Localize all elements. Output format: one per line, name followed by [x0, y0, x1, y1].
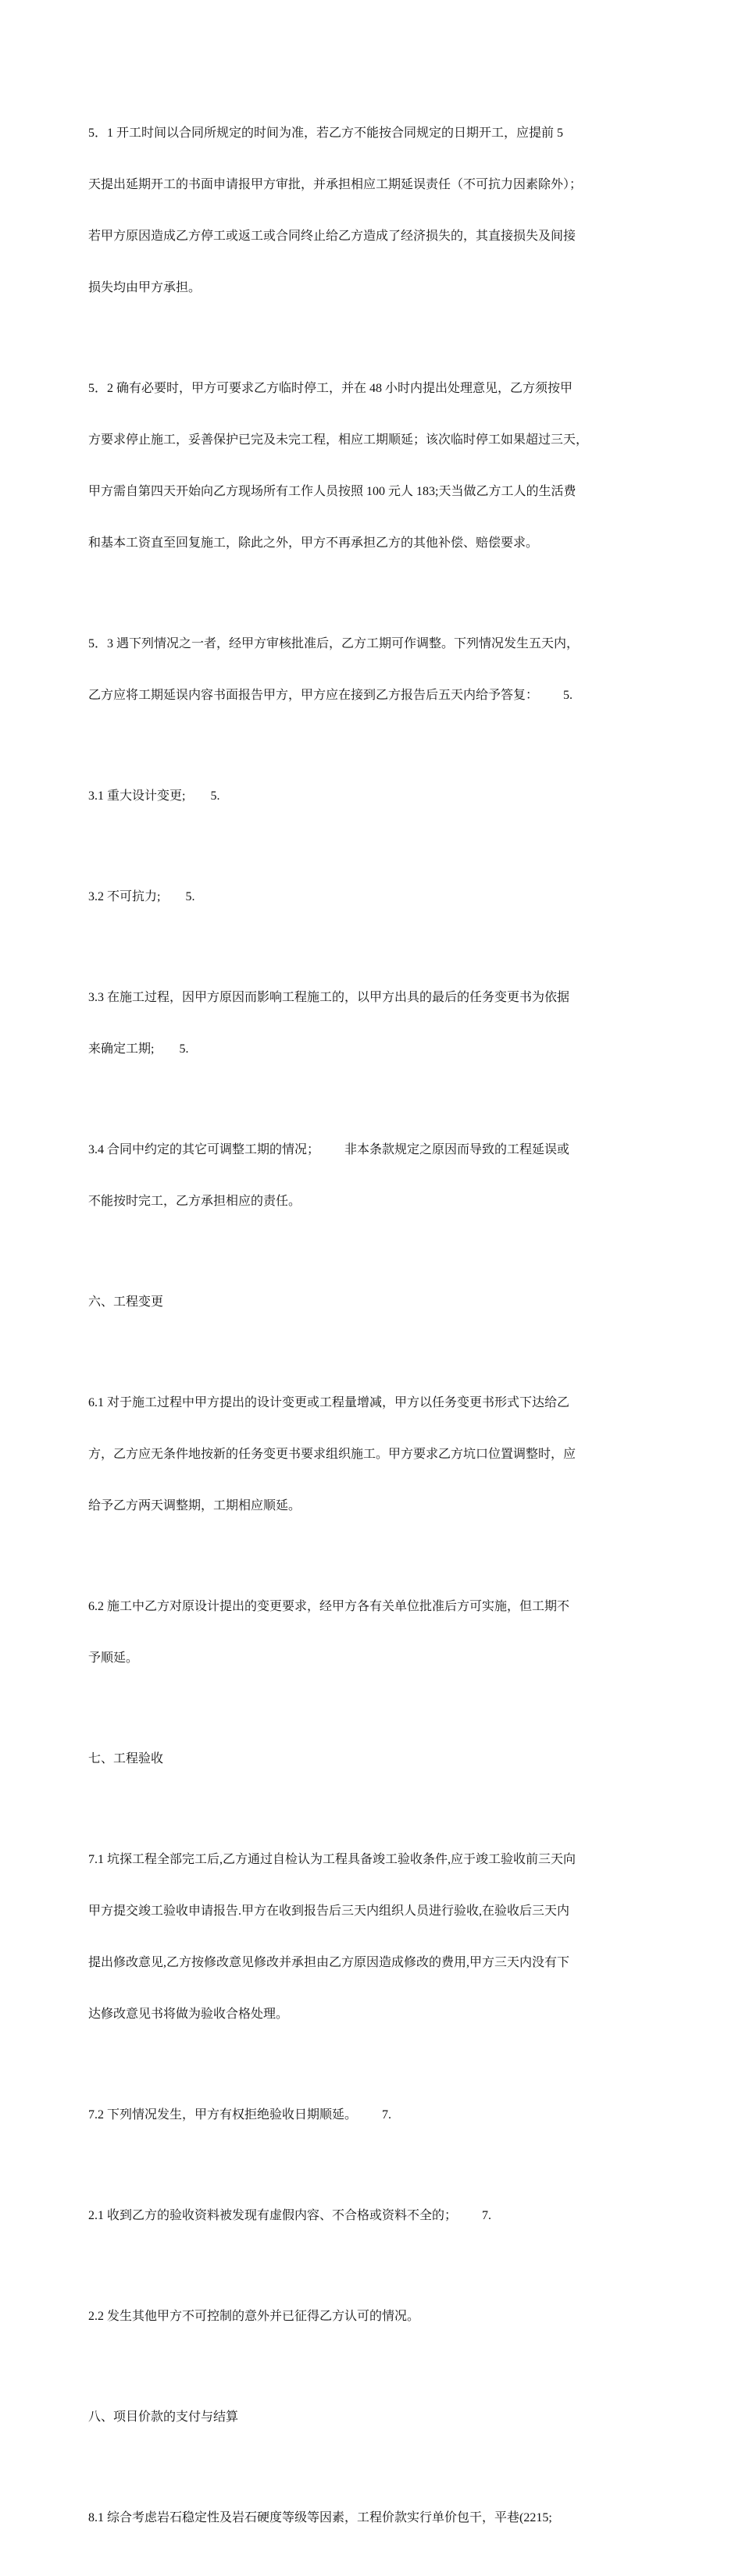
text-line: 3.1 重大设计变更; 5. — [88, 789, 220, 803]
section-heading-7 — [88, 1716, 660, 1802]
text-line: 2.2 发生其他甲方不可控制的意外并已征得乙方认可的情况。 — [88, 2310, 420, 2323]
text-line: 7.2 下列情况发生，甲方有权拒绝验收日期顺延。 7. — [88, 2108, 392, 2122]
section-heading: 六、工程变更 — [88, 1295, 164, 1309]
section-heading-8 — [88, 2375, 660, 2460]
text-line: 予顺延。 — [88, 1651, 139, 1665]
text-line: 来确定工期; 5. — [88, 1042, 189, 1056]
text-line: 方，乙方应无条件地按新的任务变更书要求组织施工。甲方要求乙方坑口位置调整时，应 — [88, 1448, 576, 1461]
paragraph-2-1 — [88, 2173, 660, 2259]
text-line: 甲方提交竣工验收申请报告.甲方在收到报告后三天内组织人员进行验收,在验收后三天内 — [88, 1904, 570, 1918]
text-line: 方要求停止施工，妥善保护已完及未完工程，相应工期顺延；该次临时停工如果超过三天， — [88, 433, 589, 447]
text-line: 6.2 施工中乙方对原设计提出的变更要求，经甲方各有关单位批准后方可实施，但工期不 — [88, 1600, 570, 1613]
text-line: 和基本工资直至回复施工，除此之外，甲方不再承担乙方的其他补偿、赔偿要求。 — [88, 536, 539, 550]
paragraph-2-2 — [88, 2274, 660, 2360]
paragraph-3-2 — [88, 854, 660, 940]
text-line: 若甲方原因造成乙方停工或返工或合同终止给乙方造成了经济损失的，其直接损失及间接 — [88, 230, 576, 243]
text-line: 损失均由甲方承担。 — [88, 281, 202, 294]
paragraph-3-4 — [88, 1107, 660, 1245]
paragraph-5-3 — [88, 601, 660, 739]
text-line: 提出修改意见,乙方按修改意见修改并承担由乙方原因造成修改的费用,甲方三天内没有下 — [88, 1956, 570, 1969]
text-line: 5．3 遇下列情况之一者，经甲方审核批准后，乙方工期可作调整。下列情况发生五天内， — [88, 637, 580, 650]
text-line: 5．1 开工时间以合同所规定的时间为准，若乙方不能按合同规定的日期开工，应提前 5 — [88, 126, 564, 140]
paragraph-6-2 — [88, 1564, 660, 1701]
paragraph-7-1 — [88, 1817, 660, 2058]
section-heading: 七、工程验收 — [88, 1752, 164, 1765]
text-line: 6.1 对于施工过程中甲方提出的设计变更或工程量增减，甲方以任务变更书形式下达给乙 — [88, 1396, 570, 1409]
paragraph-5-1 — [88, 91, 660, 331]
text-line: 不能按时完工，乙方承担相应的责任。 — [88, 1195, 301, 1208]
text-line: 2.1 收到乙方的验收资料被发现有虚假内容、不合格或资料不全的； 7. — [88, 2209, 492, 2222]
text-line: 8.1 综合考虑岩石稳定性及岩石硬度等级等因素，工程价款实行单价包干，平巷(2215; — [88, 2511, 552, 2524]
text-line: 乙方应将工期延误内容书面报告甲方，甲方应在接到乙方报告后五天内给予答复： 5. — [88, 689, 573, 702]
text-line: 3.4 合同中约定的其它可调整工期的情况； 非本条款规定之原因而导致的工程延误或 — [88, 1143, 570, 1156]
text-line: 给予乙方两天调整期，工期相应顺延。 — [88, 1499, 301, 1512]
text-line: 3.2 不可抗力; 5. — [88, 890, 195, 903]
text-line: 达修改意见书将做为验收合格处理。 — [88, 2008, 289, 2021]
section-heading: 八、项目价款的支付与结算 — [88, 2410, 239, 2424]
paragraph-7-2 — [88, 2072, 660, 2158]
paragraph-3-1 — [88, 754, 660, 839]
paragraph-8-1 — [88, 2475, 660, 2561]
text-line: 7.1 坑探工程全部完工后,乙方通过自检认为工程具备竣工验收条件,应于竣工验收前三天向 — [88, 1853, 576, 1866]
text-line: 3.3 在施工过程，因甲方原因而影响工程施工的，以甲方出具的最后的任务变更书为依据 — [88, 991, 570, 1004]
paragraph-5-2 — [88, 346, 660, 586]
text-line: 天提出延期开工的书面申请报甲方审批，并承担相应工期延误责任（不可抗力因素除外）； — [88, 178, 583, 191]
paragraph-3-3 — [88, 955, 660, 1092]
text-line: 5．2 确有必要时，甲方可要求乙方临时停工，并在 48 小时内提出处理意见，乙方须按甲 — [88, 382, 573, 395]
document-page — [88, 91, 660, 2576]
text-line: 甲方需自第四天开始向乙方现场所有工作人员按照 100 元人 183;天当做乙方工人的生活费 — [88, 485, 576, 498]
section-heading-6 — [88, 1259, 660, 1345]
paragraph-6-1 — [88, 1360, 660, 1549]
